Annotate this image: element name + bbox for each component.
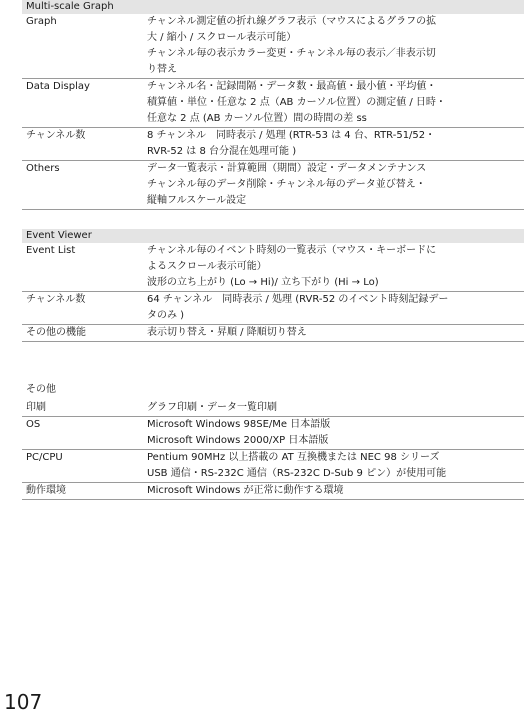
page-number: 107 bbox=[4, 690, 43, 714]
value-line: Pentium 90MHz 以上搭載の AT 互換機または NEC 98 シリーズ bbox=[147, 452, 440, 463]
value-line: グラフ印刷・データ一覧印刷 bbox=[147, 402, 277, 413]
value-line: 縦軸フルスケール設定 bbox=[147, 195, 247, 206]
spacer bbox=[22, 342, 524, 382]
value-line: 大 / 縮小 / スクロール表示可能） bbox=[147, 32, 297, 43]
row-value bbox=[147, 128, 524, 160]
value-line: チャンネル名・記録間隔・データ数・最高値・最小値・平均値・ bbox=[147, 81, 437, 92]
value-line: 64 チャンネル 同時表示 / 処理 (RVR-52 のイベント時刻記録デー bbox=[147, 294, 449, 305]
table-row bbox=[22, 243, 524, 292]
row-key: OS bbox=[26, 419, 41, 430]
table-row bbox=[22, 128, 524, 161]
section-header: Multi-scale Graph bbox=[22, 0, 524, 14]
value-line: RVR-52 は 8 台分混在処理可能 ) bbox=[147, 146, 297, 157]
row-value bbox=[147, 292, 524, 324]
row-value bbox=[147, 14, 524, 78]
table-row bbox=[22, 400, 524, 417]
row-key: Event List bbox=[26, 245, 76, 256]
row-key: Graph bbox=[26, 16, 57, 27]
section-header: Event Viewer bbox=[22, 229, 524, 243]
value-line: タのみ ) bbox=[147, 310, 185, 321]
value-line: Microsoft Windows 98SE/Me 日本語版 bbox=[147, 419, 331, 430]
table-row bbox=[22, 325, 524, 342]
value-line: チャンネル毎の表示カラー変更・チャンネル毎の表示／非表示切 bbox=[147, 48, 436, 59]
section-title: その他 bbox=[26, 384, 56, 395]
value-line: チャンネル毎のイベント時刻の一覧表示（マウス・キーボードに bbox=[147, 245, 437, 256]
table-row bbox=[22, 292, 524, 325]
row-key: チャンネル数 bbox=[26, 130, 86, 141]
section-multiscale-graph bbox=[22, 0, 524, 210]
value-line: チャンネル毎のデータ削除・チャンネル毎のデータ並び替え・ bbox=[147, 179, 426, 190]
value-line: 8 チャンネル 同時表示 / 処理 (RTR-53 は 4 台、RTR-51/52・ bbox=[147, 130, 436, 141]
table-row bbox=[22, 450, 524, 483]
table-row bbox=[22, 161, 524, 210]
row-value bbox=[147, 161, 524, 209]
value-line: データ一覧表示・計算範囲（期間）設定・データメンテナンス bbox=[147, 163, 427, 174]
row-value bbox=[147, 243, 524, 291]
section-other bbox=[22, 382, 524, 500]
value-line: USB 通信・RS-232C 通信（RS-232C D-Sub 9 ピン）が使用可能 bbox=[147, 468, 447, 479]
row-key: Others bbox=[26, 163, 60, 174]
row-value bbox=[147, 483, 524, 499]
row-key: PC/CPU bbox=[26, 452, 63, 463]
row-key: Data Display bbox=[26, 81, 90, 92]
spacer bbox=[22, 210, 524, 229]
value-line: 任意な 2 点 (AB カーソル位置）間の時間の差 ss bbox=[147, 113, 367, 124]
value-line: Microsoft Windows 2000/XP 日本語版 bbox=[147, 435, 329, 446]
table-row bbox=[22, 483, 524, 500]
row-key: チャンネル数 bbox=[26, 294, 86, 305]
value-line: り替え bbox=[147, 64, 177, 75]
section-event-viewer bbox=[22, 229, 524, 342]
value-line: 表示切り替え・昇順 / 降順切り替え bbox=[147, 327, 307, 338]
row-value bbox=[147, 79, 524, 127]
row-value bbox=[147, 325, 524, 341]
row-value bbox=[147, 450, 524, 482]
table-row bbox=[22, 417, 524, 450]
row-key: 動作環境 bbox=[26, 485, 66, 496]
row-value bbox=[147, 417, 524, 449]
row-key: 印刷 bbox=[26, 402, 46, 413]
table-row bbox=[22, 79, 524, 128]
value-line: チャンネル測定値の折れ線グラフ表示（マウスによるグラフの拡 bbox=[147, 16, 437, 27]
spec-page bbox=[22, 0, 524, 500]
table-row bbox=[22, 14, 524, 79]
value-line: よるスクロール表示可能） bbox=[147, 261, 267, 272]
value-line: 積算値・単位・任意な 2 点（AB カーソル位置）の測定値 / 日時・ bbox=[147, 97, 446, 108]
row-value bbox=[147, 400, 524, 416]
value-line: Microsoft Windows が正常に動作する環境 bbox=[147, 485, 344, 496]
row-key: その他の機能 bbox=[26, 327, 86, 338]
value-line: 波形の立ち上がり (Lo → Hi)/ 立ち下がり (Hi → Lo) bbox=[147, 277, 379, 288]
